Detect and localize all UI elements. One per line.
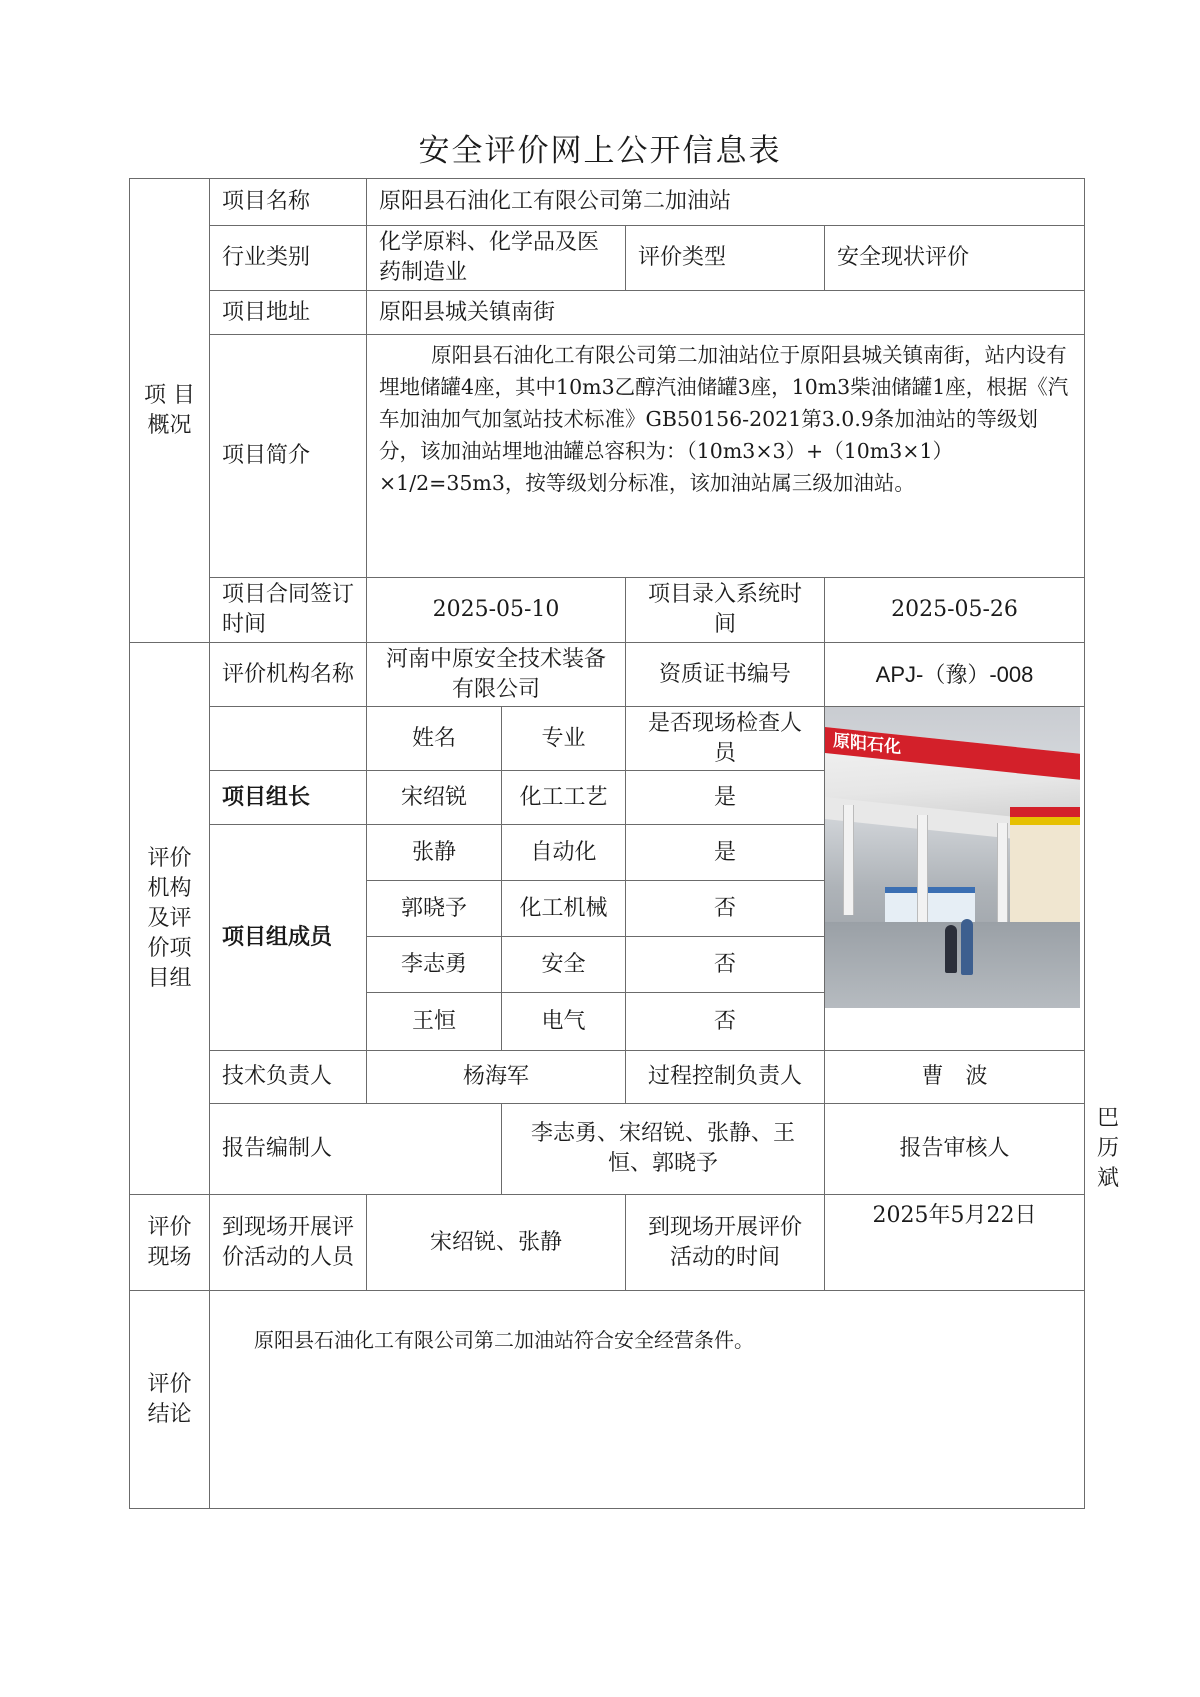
org-name-value: 河南中原安全技术装备有限公司	[367, 643, 626, 707]
member-name: 张静	[367, 825, 502, 881]
member-major: 电气	[502, 993, 626, 1051]
site-section-label: 评价现场	[130, 1195, 210, 1291]
member-name: 王恒	[367, 993, 502, 1051]
member-onsite: 是	[626, 825, 825, 881]
cert-label: 资质证书编号	[626, 643, 825, 707]
eval-type-value: 安全现状评价	[825, 226, 1085, 291]
page-title: 安全评价网上公开信息表	[418, 133, 782, 169]
site-time-value: 2025年5月22日	[825, 1195, 1085, 1291]
contract-date-value: 2025-05-10	[367, 578, 626, 643]
member-major: 化工工艺	[502, 771, 626, 825]
info-table: 项 目 概况 项目名称 原阳县石油化工有限公司第二加油站 行业类别 化学原料、化学品及医药制造业 评价类型 安全现状评价 项目地址 原阳县城关镇南街 项目简介 原阳县石油化工有限公司第二加油站位于原阳县城关镇南街，站内设有埋地储罐4座，其中10m3乙醇汽油储罐3座，10m3柴油储罐1座，根据《汽车加油加气加氢站技术标准》GB50156-2021第3.0.9条加油站的等级划分，该加油站埋地油罐总容积为：（10m3×3）+（10m3×1）×1/2=35m3，按等级划分标准，该加油站属三级加油站。 项目合同签订时间 2025-05-10 项目录入系统时间 2025-05-26 评价机构及评价项目组 评价机构名称 河南中原安全技术装备有限公司 资质证书编号 APJ-（豫）-008 姓名 专业 是否现场检查人员 原阳石化 项目组长 宋绍锐 化工工艺 是 项目组成员 张静 自动化 是 郭晓予 化工机械 否 李志勇 安全 否 王恒 电气 否 技术负责人 杨海军 过程控制负责人 曹 波 报告编制人 李志勇、宋绍锐、张静、王恒、郭晓予 报告审核人 巴历斌 评价现场 到现场开展评价活动的人员 宋绍锐、张静 到现场开展评价活动的时间 2025年5月22日 评价结论 原阳县石油化工有限公司第二加油站符合安全经营条件。	[129, 178, 1085, 1509]
site-people-label: 到现场开展评价活动的人员	[210, 1195, 367, 1291]
contract-date-label: 项目合同签订时间	[210, 578, 367, 643]
site-time-label: 到现场开展评价活动的时间	[626, 1195, 825, 1291]
col-major-header: 专业	[502, 707, 626, 771]
member-major: 安全	[502, 937, 626, 993]
member-onsite: 否	[626, 881, 825, 937]
member-name: 郭晓予	[367, 881, 502, 937]
project-name-value: 原阳县石油化工有限公司第二加油站	[367, 179, 1085, 226]
col-name-header: 姓名	[367, 707, 502, 771]
org-name-label: 评价机构名称	[210, 643, 367, 707]
report-author-label: 报告编制人	[210, 1104, 502, 1195]
overview-section-label: 项 目 概况	[130, 179, 210, 643]
site-photo	[825, 707, 1085, 1051]
tech-lead-value: 杨海军	[367, 1051, 626, 1104]
member-name: 李志勇	[367, 937, 502, 993]
entry-date-label: 项目录入系统时间	[626, 578, 825, 643]
industry-label: 行业类别	[210, 226, 367, 291]
org-section-label: 评价机构及评价项目组	[130, 643, 210, 1195]
industry-value: 化学原料、化学品及医药制造业	[367, 226, 626, 291]
eval-type-label: 评价类型	[626, 226, 825, 291]
address-label: 项目地址	[210, 291, 367, 335]
leader-label: 项目组长	[210, 771, 367, 825]
process-lead-value: 曹 波	[825, 1051, 1085, 1104]
intro-value: 原阳县石油化工有限公司第二加油站位于原阳县城关镇南街，站内设有埋地储罐4座，其中10m3乙醇汽油储罐3座，10m3柴油储罐1座，根据《汽车加油加气加氢站技术标准》GB50156-2021第3.0.9条加油站的等级划分，该加油站埋地油罐总容积为：（10m3×3）+（10m3×1）×1/2=35m3，按等级划分标准，该加油站属三级加油站。	[367, 335, 1085, 578]
cert-value: APJ-（豫）-008	[825, 643, 1085, 707]
site-people-value: 宋绍锐、张静	[367, 1195, 626, 1291]
project-name-label: 项目名称	[210, 179, 367, 226]
members-label: 项目组成员	[210, 825, 367, 1051]
entry-date-value: 2025-05-26	[825, 578, 1085, 643]
report-reviewer-label: 报告审核人	[825, 1104, 1085, 1195]
member-onsite: 是	[626, 771, 825, 825]
address-value: 原阳县城关镇南街	[367, 291, 1085, 335]
member-name: 宋绍锐	[367, 771, 502, 825]
member-onsite: 否	[626, 937, 825, 993]
report-author-value: 李志勇、宋绍锐、张静、王恒、郭晓予	[502, 1104, 825, 1195]
member-major: 自动化	[502, 825, 626, 881]
conclusion-value: 原阳县石油化工有限公司第二加油站符合安全经营条件。	[210, 1291, 1085, 1509]
blank-cell	[210, 707, 367, 771]
member-major: 化工机械	[502, 881, 626, 937]
intro-label: 项目简介	[210, 335, 367, 578]
member-onsite: 否	[626, 993, 825, 1051]
col-onsite-header: 是否现场检查人员	[626, 707, 825, 771]
photo-sign: 原阳石化	[825, 727, 1080, 780]
tech-lead-label: 技术负责人	[210, 1051, 367, 1104]
conclusion-section-label: 评价结论	[130, 1291, 210, 1509]
process-lead-label: 过程控制负责人	[626, 1051, 825, 1104]
